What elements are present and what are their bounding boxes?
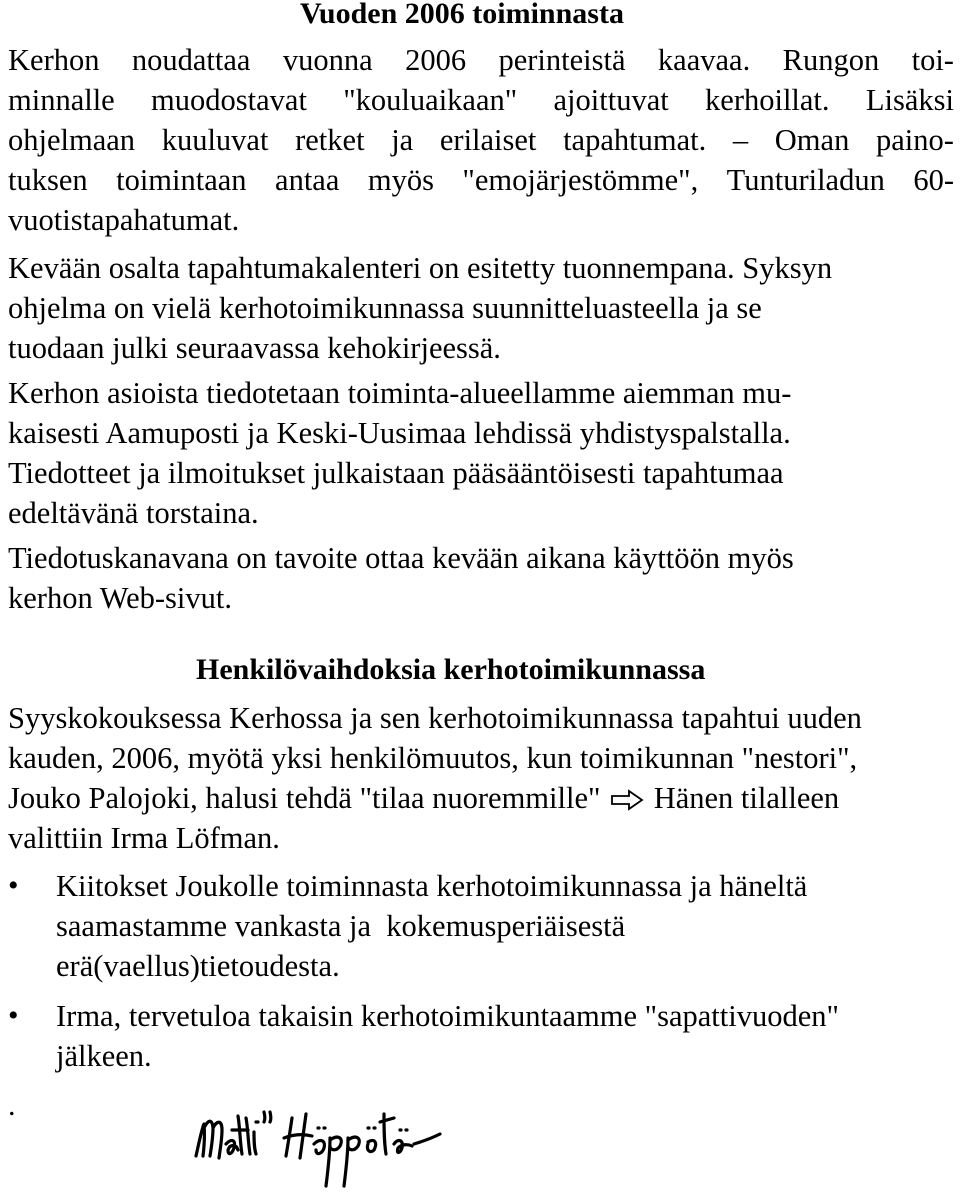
text-line: ohjelma on vielä kerhotoimikunnassa suunnitteluasteella ja se: [8, 291, 762, 325]
list-item-line: erä(vaellus)tietoudesta.: [56, 949, 340, 983]
justified-line: [8, 80, 954, 120]
list-item-line: saamastamme vankasta ja kokemusperiäisestä: [56, 909, 626, 943]
word: kerhoillat.: [705, 83, 830, 117]
bullet-icon: •: [8, 999, 19, 1032]
right-arrow-outline-icon: [610, 781, 644, 821]
word: 2006: [405, 43, 467, 77]
text-line: vuotistapahatumat.: [8, 203, 240, 237]
word: paino-: [875, 123, 954, 157]
word: Oman: [774, 123, 850, 157]
word: ja: [391, 123, 414, 157]
list-item-line: Kiitokset Joukolle toiminnasta kerhotoimikunnassa ja häneltä: [56, 869, 808, 903]
text-line: kerhon Web-sivut.: [8, 581, 232, 615]
word: perinteistä: [498, 43, 626, 77]
handwritten-signature: [188, 1098, 448, 1198]
text-segment: Jouko Palojoki, halusi tehdä "tilaa nuoremmille": [8, 781, 601, 815]
justified-line: [8, 120, 954, 160]
word: muodostavat: [151, 83, 307, 117]
justified-line: [8, 160, 954, 200]
text-line: Tiedotuskanavana on tavoite ottaa kevään aikana käyttöön myös: [8, 541, 794, 575]
word: Lisäksi: [865, 83, 954, 117]
list-item-line: Irma, tervetuloa takaisin kerhotoimikuntaamme "sapattivuoden": [56, 999, 839, 1033]
word: Tunturiladun: [726, 163, 885, 197]
text-line: Kevään osalta tapahtumakalenteri on esitetty tuonnempana. Syksyn: [8, 251, 833, 285]
word: noudattaa: [131, 43, 251, 77]
word: toimintaan: [116, 163, 247, 197]
word: Rungon: [782, 43, 880, 77]
section-title: Vuoden 2006 toiminnasta: [300, 0, 624, 30]
word: Kerhon: [8, 43, 100, 77]
stray-dot: .: [8, 1089, 16, 1122]
bullet-icon: •: [8, 869, 19, 902]
word: kuuluvat: [161, 123, 269, 157]
word: ajoittuvat: [553, 83, 669, 117]
word: erilaiset: [439, 123, 537, 157]
text-line: valittiin Irma Löfman.: [8, 821, 280, 855]
word: tuksen: [8, 163, 88, 197]
word: myös: [367, 163, 434, 197]
word: tapahtumat.: [563, 123, 707, 157]
word: "kouluaikaan": [343, 83, 518, 117]
text-line: Syyskokouksessa Kerhossa ja sen kerhotoimikunnassa tapahtui uuden: [8, 701, 862, 735]
section-title: Henkilövaihdoksia kerhotoimikunnassa: [196, 653, 706, 686]
text-line: kaisesti Aamuposti ja Keski-Uusimaa lehdissä yhdistyspalstalla.: [8, 416, 791, 450]
word: ohjelmaan: [8, 123, 136, 157]
list-item-line: jälkeen.: [56, 1039, 152, 1073]
text-line: edeltävänä torstaina.: [8, 496, 259, 530]
word: toi-: [911, 43, 954, 77]
word: vuonna: [282, 43, 373, 77]
justified-line: [8, 40, 954, 80]
word: kaavaa.: [657, 43, 751, 77]
em-dash: –: [732, 123, 749, 157]
word: minnalle: [8, 83, 115, 117]
word: antaa: [275, 163, 340, 197]
text-line: Kerhon asioista tiedotetaan toiminta-alueellamme aiemman mu-: [8, 376, 792, 410]
text-line-with-arrow: [8, 778, 954, 821]
text-line: kauden, 2006, myötä yksi henkilömuutos, kun toimikunnan "nestori",: [8, 741, 858, 775]
word: retket: [295, 123, 365, 157]
word: "emojärjestömme",: [462, 163, 699, 197]
text-line: tuodaan julki seuraavassa kehokirjeessä.: [8, 331, 501, 365]
text-line: Tiedotteet ja ilmoitukset julkaistaan pääsääntöisesti tapahtumaa: [8, 456, 784, 490]
text-segment: Hänen tilalleen: [653, 781, 840, 815]
word: 60-: [913, 163, 954, 197]
